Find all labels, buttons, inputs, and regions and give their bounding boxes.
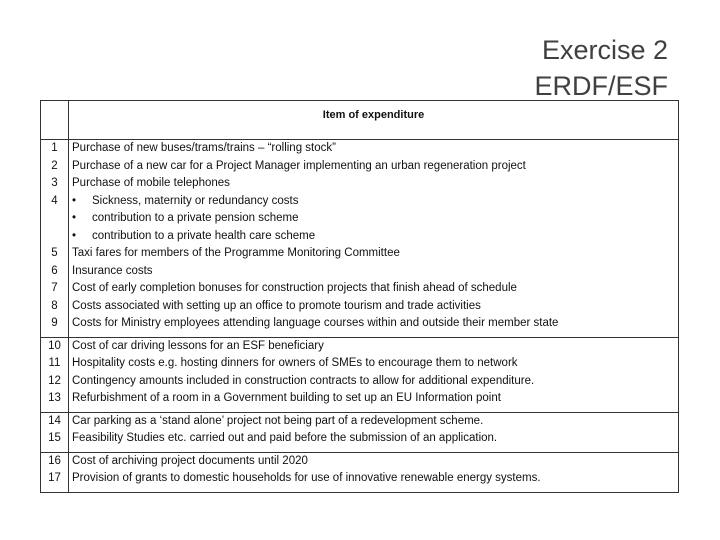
item-text-row bbox=[69, 453, 678, 471]
item-number: 12 bbox=[48, 374, 61, 387]
item-text-row bbox=[69, 315, 678, 333]
item-text-row bbox=[69, 245, 678, 263]
item-number: 5 bbox=[51, 247, 58, 259]
item-text: Purchase of a new car for a Project Manager implementing an urban regeneration project bbox=[72, 159, 526, 172]
item-text-row bbox=[69, 390, 678, 408]
text-column bbox=[69, 453, 678, 492]
bullet-icon: • bbox=[72, 194, 77, 207]
title-line-2: ERDF/ESF bbox=[534, 71, 668, 101]
item-text: Cost of early completion bonuses for construction projects that finish ahead of schedule bbox=[72, 282, 517, 294]
item-number: 6 bbox=[51, 264, 58, 277]
item-text-row bbox=[69, 413, 678, 431]
item-number bbox=[41, 210, 68, 228]
item-text: contribution to a private pension scheme bbox=[92, 212, 299, 224]
item-number: 16 bbox=[48, 454, 61, 467]
bullet-icon: • bbox=[72, 229, 77, 242]
item-number: 2 bbox=[51, 159, 58, 172]
row-gap bbox=[41, 448, 68, 452]
item-text: Car parking as a ‘stand alone’ project not being part of a redevelopment scheme. bbox=[72, 414, 484, 427]
item-number: 15 bbox=[48, 432, 61, 444]
item-text: Costs for Ministry employees attending language courses within and outside their member state bbox=[72, 317, 559, 329]
expenditure-table bbox=[40, 100, 679, 493]
item-number: 10 bbox=[48, 339, 61, 352]
row-gap bbox=[41, 333, 68, 337]
item-text-row bbox=[69, 430, 678, 448]
item-text: Purchase of mobile telephones bbox=[72, 177, 230, 189]
number-column bbox=[41, 413, 69, 452]
item-text: Cost of archiving project documents until 2020 bbox=[72, 454, 308, 467]
text-column bbox=[69, 140, 678, 337]
number-column bbox=[41, 453, 69, 492]
item-text-row bbox=[69, 470, 678, 488]
item-text: Costs associated with setting up an office to promote tourism and trade activities bbox=[72, 299, 481, 312]
item-text-row bbox=[69, 373, 678, 391]
item-text-row bbox=[69, 338, 678, 356]
item-text-row bbox=[69, 140, 678, 158]
header-number-cell bbox=[41, 101, 69, 140]
item-text: Cost of car driving lessons for an ESF beneficiary bbox=[72, 339, 324, 352]
table-header bbox=[40, 100, 679, 140]
item-text: Insurance costs bbox=[72, 264, 153, 277]
item-number: 9 bbox=[51, 317, 58, 329]
item-text-row bbox=[69, 158, 678, 176]
table-body bbox=[40, 139, 679, 493]
item-text-row bbox=[69, 263, 678, 281]
row-gap bbox=[69, 488, 678, 492]
item-number: 14 bbox=[48, 414, 61, 427]
item-number: 17 bbox=[48, 472, 61, 484]
number-column bbox=[41, 338, 69, 412]
item-text-row bbox=[69, 228, 678, 246]
item-text: Sickness, maternity or redundancy costs bbox=[92, 194, 299, 207]
item-text-row bbox=[69, 210, 678, 228]
item-text: Taxi fares for members of the Programme Monitoring Committee bbox=[72, 247, 400, 259]
row-gap bbox=[41, 408, 68, 412]
item-text: contribution to a private health care scheme bbox=[92, 229, 316, 242]
row-gap bbox=[69, 333, 678, 337]
slide-title bbox=[534, 32, 668, 104]
item-number: 8 bbox=[51, 299, 58, 312]
item-text-row bbox=[69, 175, 678, 193]
item-number: 1 bbox=[51, 142, 58, 154]
number-column bbox=[41, 140, 69, 337]
text-column bbox=[69, 413, 678, 452]
item-number: 3 bbox=[51, 177, 58, 189]
item-text: Purchase of new buses/trams/trains – “rolling stock” bbox=[72, 142, 336, 154]
item-number: 13 bbox=[48, 392, 61, 404]
table-group bbox=[40, 452, 679, 493]
item-text: Hospitality costs e.g. hosting dinners for owners of SMEs to encourage them to network bbox=[72, 357, 518, 369]
table-group bbox=[40, 412, 679, 453]
title-line-1: Exercise 2 bbox=[541, 35, 668, 65]
table-group bbox=[40, 139, 679, 338]
row-gap bbox=[69, 408, 678, 412]
item-text-row bbox=[69, 280, 678, 298]
item-text-row bbox=[69, 298, 678, 316]
row-gap bbox=[41, 488, 68, 492]
item-text: Feasibility Studies etc. carried out and paid before the submission of an application. bbox=[72, 432, 498, 444]
text-column bbox=[69, 338, 678, 412]
item-number: 7 bbox=[51, 282, 58, 294]
item-text: Contingency amounts included in construction contracts to allow for additional expenditure. bbox=[72, 374, 535, 387]
row-gap bbox=[69, 448, 678, 452]
item-number: 4 bbox=[51, 194, 58, 207]
table-group bbox=[40, 337, 679, 413]
item-number: 11 bbox=[48, 357, 61, 369]
bullet-icon: • bbox=[72, 212, 77, 224]
header-label: Item of expenditure bbox=[322, 109, 425, 121]
item-text-row bbox=[69, 355, 678, 373]
item-text-row bbox=[69, 193, 678, 211]
item-number bbox=[41, 228, 68, 246]
item-text: Refurbishment of a room in a Government building to set up an EU Information point bbox=[72, 392, 501, 404]
item-text: Provision of grants to domestic households for use of innovative renewable energy systems. bbox=[72, 472, 541, 484]
